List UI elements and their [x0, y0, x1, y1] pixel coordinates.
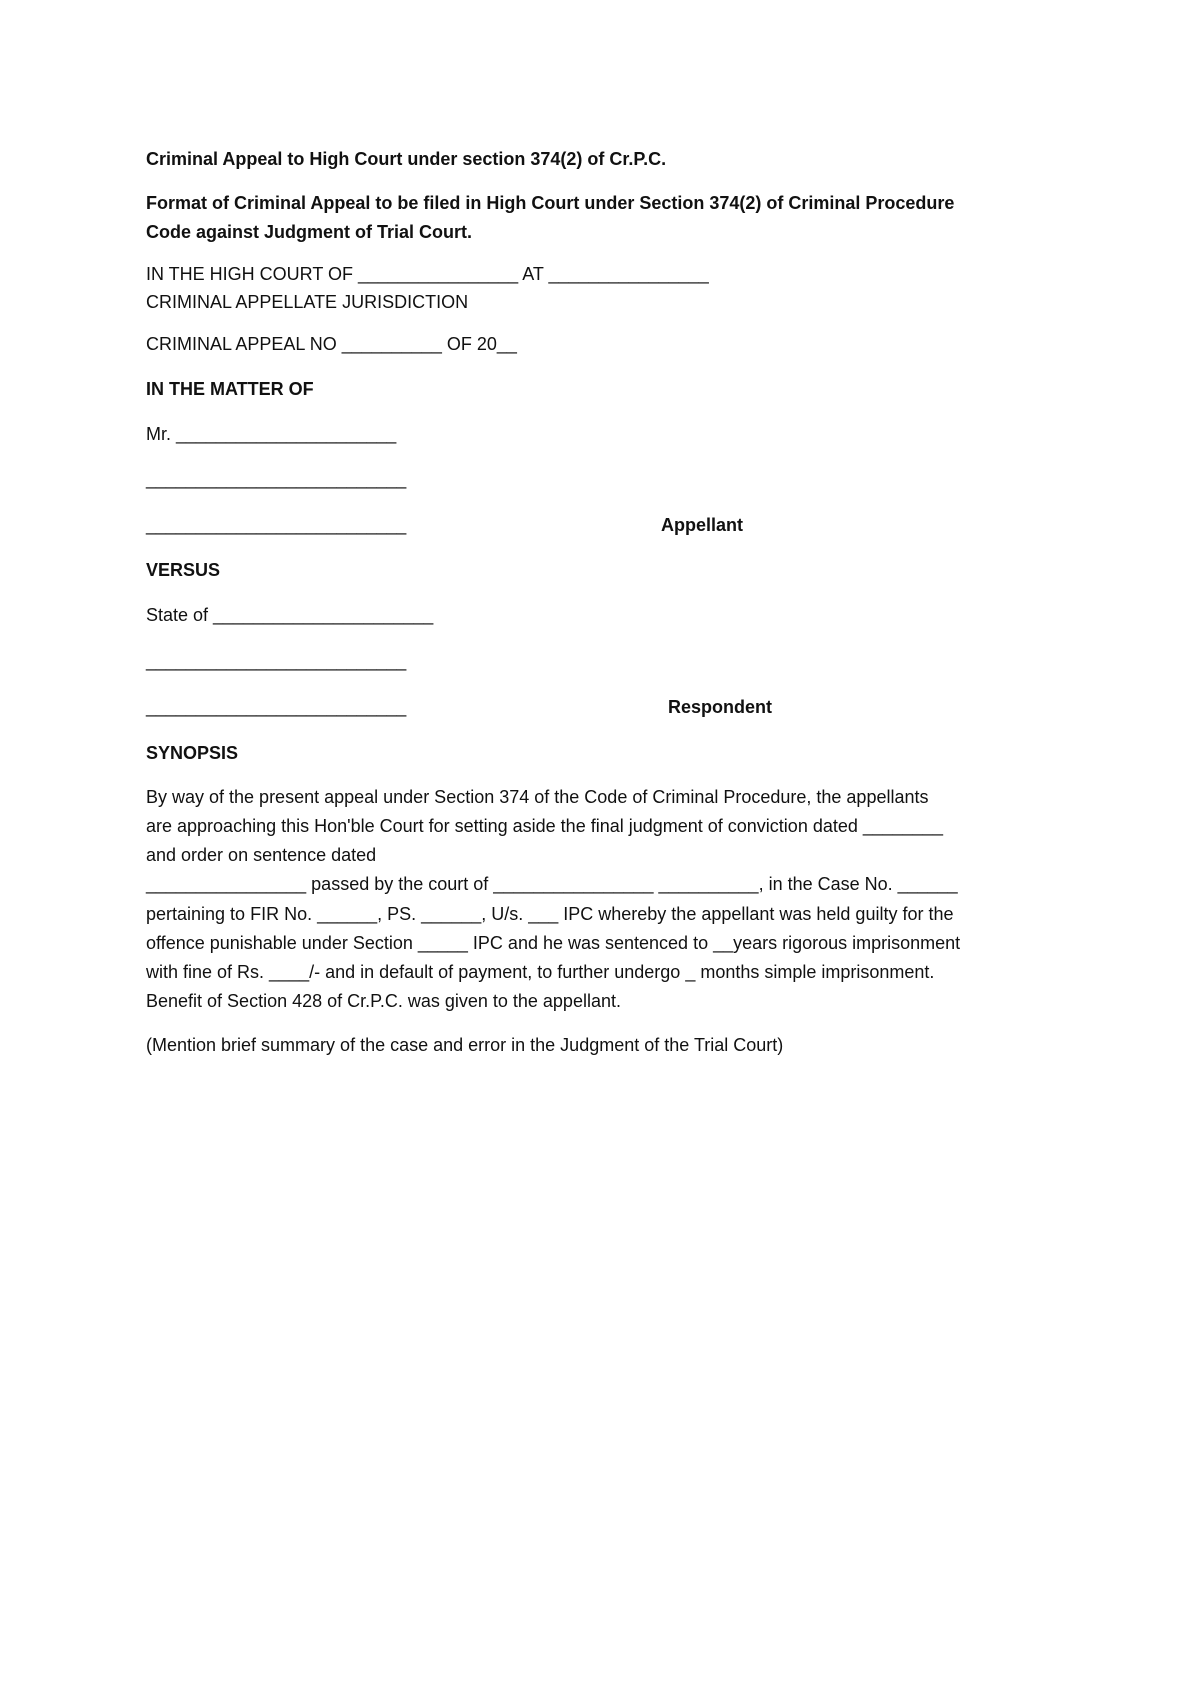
respondent-label: Respondent [668, 697, 773, 717]
synopsis-line-6: offence punishable under Section _____ IPC and he was sentenced to __years rigorous imprisonment [146, 933, 961, 953]
document-subtitle-line-1: Format of Criminal Appeal to be filed in High Court under Section 374(2) of Criminal Procedure [146, 193, 955, 213]
appellant-label: Appellant [661, 515, 744, 535]
synopsis-heading: SYNOPSIS [146, 743, 239, 763]
court-line: IN THE HIGH COURT OF ________________ AT ________________ [146, 264, 709, 284]
respondent-address-line-1: __________________________ [146, 651, 407, 671]
synopsis-line-5: pertaining to FIR No. ______, PS. ______, U/s. ___ IPC whereby the appellant was held guilty for the [146, 904, 954, 924]
respondent-address-line-2: __________________________ [146, 697, 407, 717]
synopsis-line-1: By way of the present appeal under Section 374 of the Code of Criminal Procedure, the appellants [146, 787, 929, 807]
summary-note: (Mention brief summary of the case and error in the Judgment of the Trial Court) [146, 1035, 784, 1055]
versus-label: VERSUS [146, 560, 221, 580]
appellant-address-line-1: __________________________ [146, 469, 407, 489]
synopsis-line-7: with fine of Rs. ____/- and in default of payment, to further undergo _ months simple imprisonment. [146, 962, 935, 982]
synopsis-line-4: ________________ passed by the court of ________________ __________, in the Case No. ______ [146, 874, 958, 894]
appellant-name-line: Mr. ______________________ [146, 424, 397, 444]
document-title: Criminal Appeal to High Court under section 374(2) of Cr.P.C. [146, 149, 667, 169]
jurisdiction-line: CRIMINAL APPELLATE JURISDICTION [146, 292, 469, 312]
appeal-number-line: CRIMINAL APPEAL NO __________ OF 20__ [146, 334, 517, 354]
matter-heading: IN THE MATTER OF [146, 379, 314, 399]
appellant-address-line-2: __________________________ [146, 515, 407, 535]
synopsis-line-2: are approaching this Hon'ble Court for setting aside the final judgment of conviction dated ________ [146, 816, 943, 836]
synopsis-line-8: Benefit of Section 428 of Cr.P.C. was given to the appellant. [146, 991, 621, 1011]
synopsis-line-3: and order on sentence dated [146, 845, 377, 865]
document-subtitle-line-2: Code against Judgment of Trial Court. [146, 222, 473, 242]
respondent-name-line: State of ______________________ [146, 605, 434, 625]
